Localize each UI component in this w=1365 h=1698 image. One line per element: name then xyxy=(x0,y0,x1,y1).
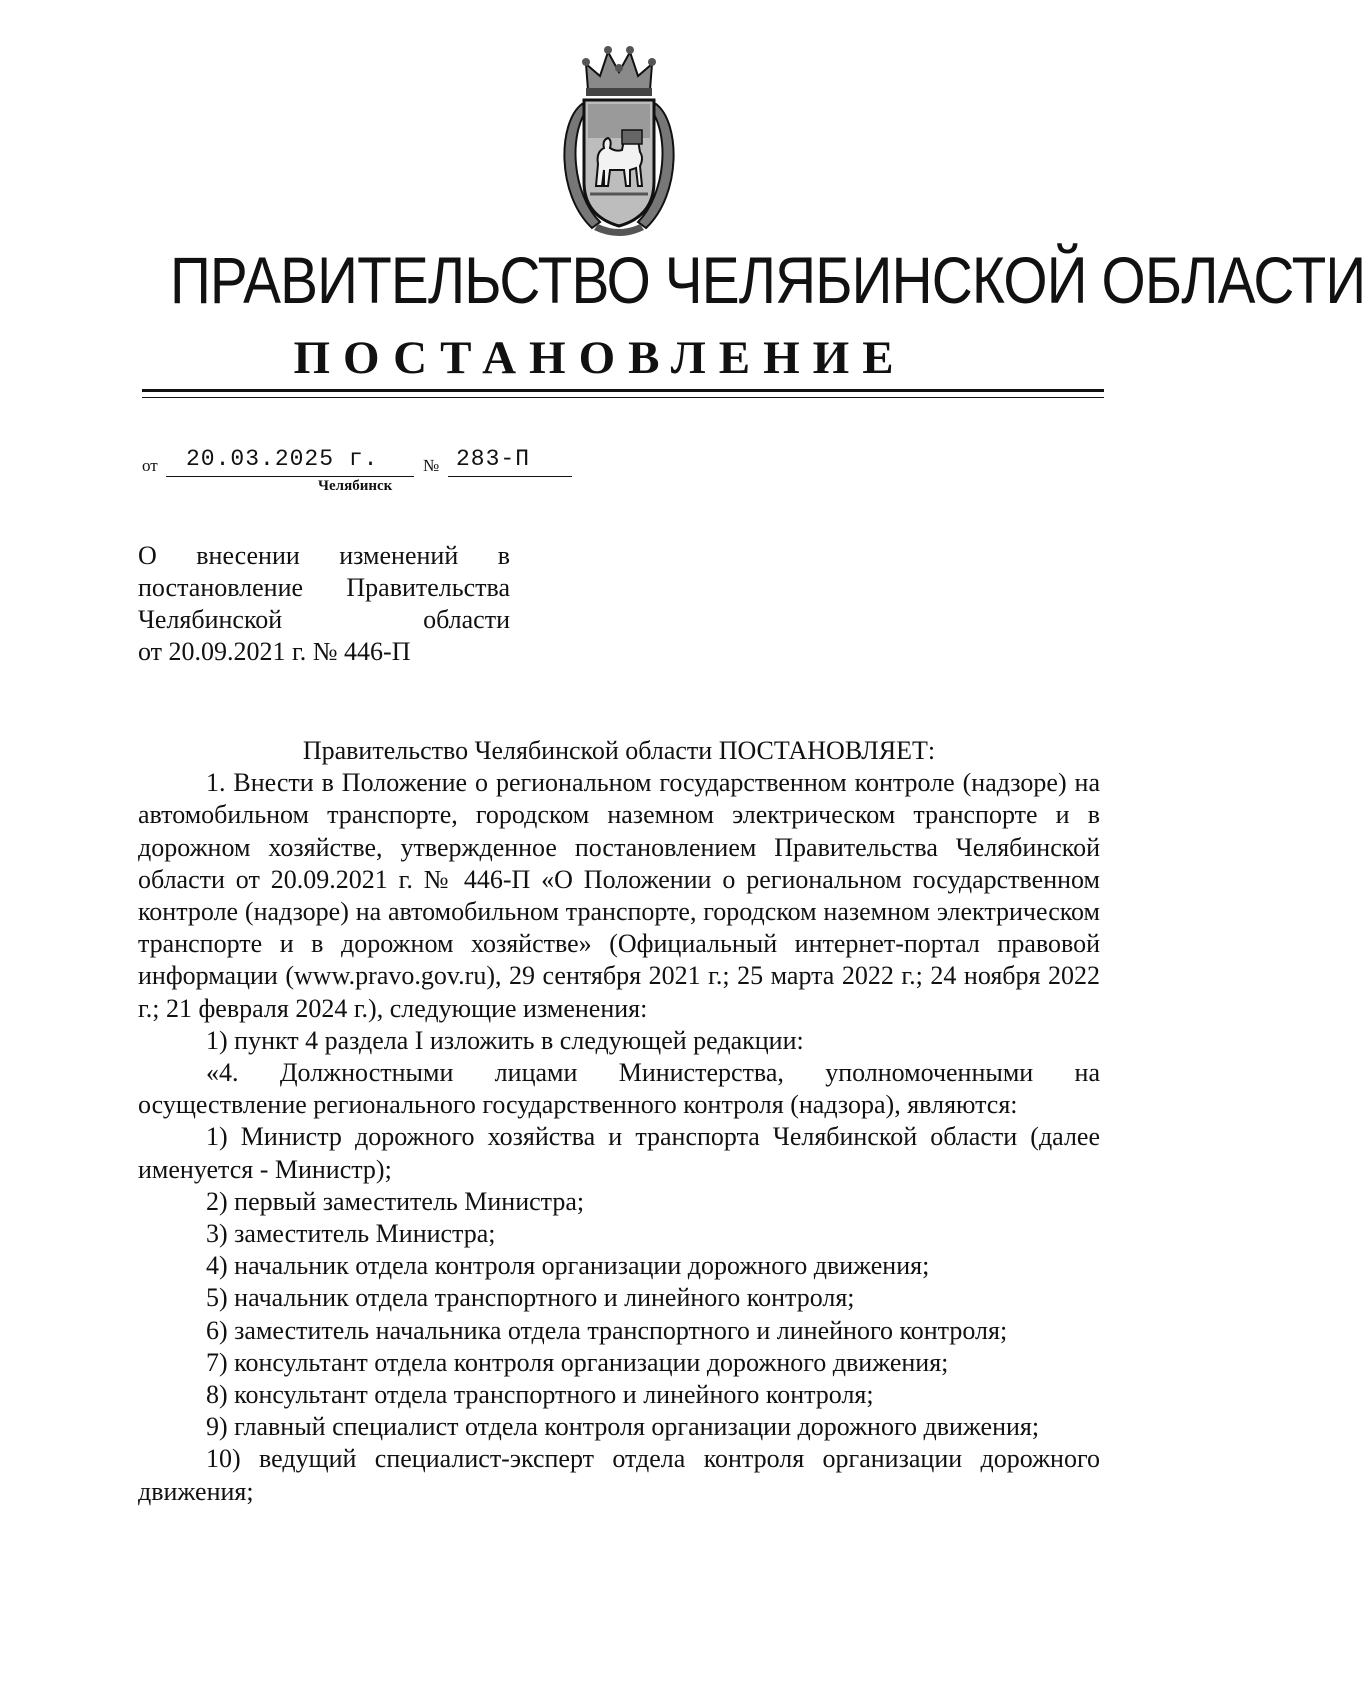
date-label: от xyxy=(142,456,158,475)
subject-line: постановление Правительства xyxy=(138,573,510,602)
document-date: 20.03.2025 г. xyxy=(186,446,379,472)
body-paragraph: 8) консультант отдела транспортного и линейного контроля; xyxy=(206,1380,874,1410)
body-paragraph: 4) начальник отдела контроля организации дорожного движения; xyxy=(206,1251,930,1281)
document-body xyxy=(138,735,1100,1508)
header-divider-thick xyxy=(142,389,1104,392)
body-paragraph: 1) Министр дорожного хозяйства и транспорта Челябинской области (далее именуется - Министр); xyxy=(138,1122,1100,1184)
body-paragraph: 1) пункт 4 раздела I изложить в следующей редакции: xyxy=(206,1025,804,1055)
number-underline xyxy=(448,476,572,477)
date-underline xyxy=(166,476,414,477)
subject-line: Челябинской области xyxy=(138,605,510,634)
subject-line: О внесении изменений в xyxy=(138,541,510,570)
city-name: Челябинск xyxy=(318,478,393,494)
body-paragraph: «4. Должностными лицами Министерства, уполномоченными на осуществление регионального государственного контроля (надзора), являются: xyxy=(138,1058,1100,1120)
organization-title: ПРАВИТЕЛЬСТВО ЧЕЛЯБИНСКОЙ ОБЛАСТИ xyxy=(170,243,1365,317)
body-paragraph: 6) заместитель начальника отдела транспортного и линейного контроля; xyxy=(206,1315,1008,1345)
document-number: 283-П xyxy=(456,446,531,472)
header-divider-thin xyxy=(142,397,1104,398)
number-label: № xyxy=(423,456,440,475)
body-paragraph: 7) консультант отдела контроля организации дорожного движения; xyxy=(206,1347,949,1377)
subject-line: от 20.09.2021 г. № 446-П xyxy=(138,637,411,666)
body-paragraph: 9) главный специалист отдела контроля организации дорожного движения; xyxy=(206,1412,1040,1442)
document-type-title: ПОСТАНОВЛЕНИЕ xyxy=(293,332,907,384)
body-paragraph: 5) начальник отдела транспортного и линейного контроля; xyxy=(206,1283,855,1313)
body-paragraph: 2) первый заместитель Министра; xyxy=(206,1186,585,1216)
document-registration-line xyxy=(142,446,742,480)
chelyabinsk-coat-of-arms-icon xyxy=(552,44,686,242)
preamble: Правительство Челябинской области ПОСТАНОВЛЯЕТ: xyxy=(302,736,936,765)
body-paragraph: 1. Внести в Положение о региональном государственном контроле (надзоре) на автомобильном транспорте, городском наземном электрическом транспорте и в дорожном хозяйстве, утвержденное постановлением Правительства Челябинской области от 20.09.2021 г. № 446-П «О Положении о региональном государственном контроле (надзоре) на автомобильном транспорте, городском наземном электрическом транспорте и в дорожном хозяйстве» (Официальный интернет-портал правовой информации (www.pravo.gov.ru), 29 сентября 2021 г.; 25 марта 2022 г.; 24 ноября 2022 г.; 21 февраля 2024 г.), следующие изменения: xyxy=(138,768,1100,1023)
body-paragraph: 10) ведущий специалист-эксперт отдела контроля организации дорожного движения; xyxy=(138,1444,1100,1506)
document-subject xyxy=(138,540,510,668)
body-paragraph: 3) заместитель Министра; xyxy=(206,1219,496,1249)
